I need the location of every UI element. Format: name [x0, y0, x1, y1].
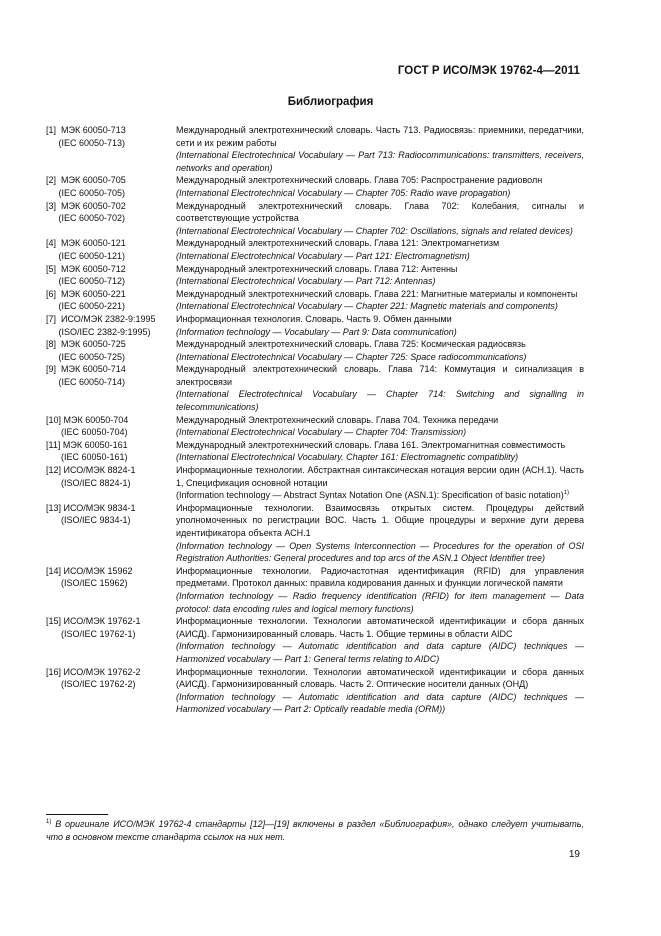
- entry-title-ru: Международный электротехнический словарь. Глава 161. Электромагнитная совместимость: [176, 439, 566, 450]
- entry-standard-ru: МЭК 60050-221: [61, 288, 126, 299]
- entry-standard-en: (IEC 60050-714): [58, 376, 126, 387]
- entry-number: [7]: [46, 313, 57, 324]
- entry-identifier: [46, 363, 176, 413]
- bibliography-entry: [46, 200, 584, 238]
- entry-title-en: [176, 326, 584, 339]
- entry-standard-en: (ISO/IEC 19762-1): [61, 628, 136, 639]
- entry-identifier: [46, 439, 176, 464]
- entry-standard-en: (IEC 60050-725): [58, 351, 126, 362]
- bibliography-list: [46, 124, 584, 716]
- bibliography-entry: [46, 313, 584, 338]
- entry-title-ru: Информационные технологии. Технологии автоматической идентификации и сбора данных (АИСД). Гармонизированный словарь. Часть 1. Общие термины в области AIDC: [176, 616, 584, 639]
- entry-identifier: [46, 288, 176, 313]
- entry-title-en-text: (Information technology — Abstract Syntax Notation One (ASN.1): Specification of basic notation): [176, 490, 564, 501]
- entry-standard-en: (ISO/IEC 15962): [61, 578, 128, 589]
- entry-title-en-text: (Information technology — Vocabulary — Part 9: Data communication): [176, 326, 457, 337]
- bibliography-entry: [46, 464, 584, 502]
- entry-title-en-text: (International Electrotechnical Vocabulary — Chapter 221: Magnetic materials and components): [176, 301, 558, 312]
- entry-title-ru: Информационные технологии. Радиочастотная идентификация (RFID) для управления предметами. Протокол данных: правила кодирования данных и функции логической памяти: [176, 565, 584, 589]
- entry-standard-en: (IEC 60050-121): [58, 250, 126, 261]
- entry-title-en: [176, 300, 584, 313]
- entry-identifier: [46, 174, 176, 199]
- entry-title-en: [176, 691, 584, 716]
- entry-number: [4]: [46, 238, 57, 249]
- bibliography-entry: [46, 666, 584, 716]
- bibliography-entry: [46, 439, 584, 464]
- bibliography-entry: [46, 124, 584, 174]
- entry-title-en: [176, 540, 584, 565]
- footnote-marker: 1): [46, 819, 52, 825]
- entry-number: [3]: [46, 200, 57, 211]
- entry-title-en: [176, 225, 584, 238]
- entry-title-en-text: (International Electrotechnical Vocabulary — Part 713: Radiocommunications: transmitters, receivers, networks and operation): [176, 150, 584, 173]
- entry-standard-ru: ИСО/МЭК 8824-1: [63, 465, 136, 476]
- entry-number: [15]: [46, 616, 62, 627]
- entry-standard-en: (IEC 60050-712): [58, 276, 126, 287]
- footnote-reference: 1): [563, 490, 570, 497]
- entry-standard-en: ISO/IEC 2382-9:1995): [61, 326, 151, 337]
- entry-title-en: [176, 640, 584, 665]
- entry-standard-ru: ИСО/МЭК 19762-2: [63, 666, 141, 677]
- entry-title-en-text: (Information technology — Automatic identification and data capture (AIDC) techniques — Harmonized vocabulary — Part 2: Optically readable media (ORM)): [176, 691, 584, 715]
- entry-title-en: [176, 426, 584, 439]
- bibliography-entry: [46, 288, 584, 313]
- entry-title-en: [176, 250, 584, 263]
- entry-title-ru: Информационная технология. Словарь. Часть 9. Обмен данными: [176, 313, 452, 324]
- entry-identifier: [46, 263, 176, 288]
- bibliography-entry: [46, 502, 584, 565]
- entry-title-en-text: (International Electrotechnical Vocabulary — Chapter 704: Transmission): [176, 427, 467, 438]
- bibliography-entry: [46, 237, 584, 262]
- entry-number: [2]: [46, 175, 57, 186]
- entry-title-en: [176, 451, 584, 464]
- bibliography-entry: [46, 338, 584, 363]
- entry-title-en-text: (International Electrotechnical Vocabulary — Chapter 714: Switching and signalling in telecommunications): [176, 389, 584, 413]
- entry-standard-en: (ISO/IEC 8824-1): [61, 477, 131, 488]
- entry-standard-ru: МЭК 60050-702: [61, 200, 126, 211]
- entry-number: [14]: [46, 565, 62, 576]
- entry-standard-en: (IEC 60050-713): [58, 137, 126, 148]
- entry-title-en: [176, 388, 584, 413]
- page-number: 19: [568, 849, 580, 860]
- entry-standard-ru: МЭК 60050-725: [61, 339, 126, 350]
- entry-title-ru: Международный электротехнический словарь. Глава 705: Распространение радиоволн: [176, 175, 543, 186]
- entry-standard-ru: МЭК 60050-704: [63, 414, 129, 425]
- entry-title-en-text: (International Electrotechnical Vocabulary — Chapter 705: Radio wave propagation): [176, 187, 511, 198]
- entry-number: [16]: [46, 666, 62, 677]
- bibliography-entry: [46, 565, 584, 615]
- entry-standard-en: (IEC 60050-161): [61, 452, 128, 463]
- entry-title-ru: Международный электротехнический словарь. Глава 702: Колебания, сигналы и соответствующие устройства: [176, 200, 584, 224]
- entry-standard-en: (IEC 60050-705): [58, 187, 126, 198]
- entry-title-en-text: (Information technology — Open Systems Interconnection — Procedures for the operation of OSI Registration Authorities: General procedures and top arcs of the ASN.1 Object Identifier tree): [176, 540, 584, 564]
- entry-identifier: [46, 666, 176, 716]
- entry-title-ru: Информационные технологии. Технологии автоматической идентификации и сбора данных (АИСД). Гармонизированный словарь. Часть 2. Оптические носители данных (ОНД): [176, 666, 584, 690]
- entry-standard-ru: ИСО/МЭК 15962: [63, 565, 133, 576]
- footnote-rule: [46, 814, 108, 815]
- entry-standard-en: (ISO/IEC 9834-1): [61, 515, 131, 526]
- entry-standard-ru: МЭК 60050-714: [61, 364, 126, 375]
- entry-title-en-text: (Information technology — Automatic identification and data capture (AIDC) techniques — Harmonized vocabulary — Part 1: General terms relating to AIDC): [176, 641, 584, 664]
- entry-standard-ru: ИСО/МЭК 2382-9:1995: [61, 313, 156, 324]
- entry-title-en-text: (International Electrotechnical Vocabulary. Chapter 161: Electromagnetic compatiblity): [176, 452, 519, 463]
- entry-identifier: [46, 237, 176, 262]
- entry-number: [10]: [46, 414, 62, 425]
- entry-identifier: [46, 565, 176, 615]
- entry-title-ru: Информационные технологии. Абстрактная синтаксическая нотация версии один (АСН.1). Часть 1, Спецификация основной нотации: [176, 465, 584, 488]
- bibliography-entry: [46, 414, 584, 439]
- entry-title-en-text: (International Electrotechnical Vocabulary — Part 121: Electromagnetism): [176, 250, 470, 261]
- entry-title-en: [176, 590, 584, 615]
- footnote-text: В оригинале ИСО/МЭК 19762-4 стандарты [12]—[19] включены в раздел «Библиография», однако следует учитывать, что в основном тексте стандарта ссылок на них нет.: [46, 819, 584, 842]
- entry-identifier: [46, 338, 176, 363]
- entry-number: [11]: [46, 439, 61, 450]
- entry-identifier: [46, 502, 176, 565]
- entry-title-en: [176, 149, 584, 174]
- footnote: [46, 818, 584, 843]
- entry-number: [1]: [46, 125, 57, 135]
- bibliography-entry: [46, 615, 584, 665]
- entry-title-ru: Международный электротехнический словарь. Глава 725: Космическая радиосвязь: [176, 339, 526, 350]
- entry-title-ru: Международный электротехнический словарь. Часть 713. Радиосвязь: приемники, передатчики, сети и их режим работы: [176, 125, 584, 148]
- entry-standard-en: (IEC 60050-221): [58, 301, 126, 312]
- entry-number: [5]: [46, 263, 57, 274]
- entry-standard-ru: ИСО/МЭК 19762-1: [63, 616, 141, 627]
- entry-standard-en: (IEC 60050-702): [58, 213, 126, 224]
- entry-title-en: [176, 275, 584, 288]
- entry-standard-en: (ISO/IEC 19762-2): [61, 679, 136, 690]
- bibliography-title: Библиография: [287, 96, 374, 108]
- entry-identifier: [46, 414, 176, 439]
- entry-title-ru: Международный Электротехнический словарь. Глава 704. Техника передачи: [176, 414, 499, 425]
- entry-standard-ru: МЭК 60050-121: [61, 238, 126, 249]
- entry-title-en: [176, 489, 584, 502]
- entry-standard-ru: МЭК 60050-161: [62, 439, 128, 450]
- entry-title-en: [176, 187, 584, 200]
- entry-identifier: [7] ИСО/МЭК 2382-9:1995 (ISO/IEC 2382-9:1995): [46, 313, 156, 337]
- entry-number: [9]: [46, 364, 57, 375]
- bibliography-entry: [46, 363, 584, 413]
- entry-title-ru: Международный электротехнический словарь. Глава 714: Коммутация и сигнализация в электросвязи: [176, 364, 584, 387]
- entry-number: [8]: [46, 339, 57, 350]
- entry-identifier: [46, 200, 176, 238]
- entry-title-ru: Информационные технологии. Взаимосвязь открытых систем. Процедуры действий уполномоченных по регистрации ВОС. Часть 1. Общие процедуры и верхние дуги дерева идентификатора объекта АСН.1: [176, 502, 584, 538]
- entry-identifier: [46, 124, 176, 174]
- entry-title-en-text: (Information technology — Radio frequency identification (RFID) for item management — Data protocol: data encoding rules and logical memory functions): [176, 590, 584, 614]
- entry-title-ru: Международный электротехнический словарь. Глава 121: Электромагнетизм: [176, 238, 500, 249]
- entry-standard-en: (IEC 60050-704): [61, 427, 128, 438]
- entry-number: [13]: [46, 502, 62, 513]
- entry-standard-ru: МЭК 60050-712: [61, 263, 126, 274]
- entry-title-en-text: (International Electrotechnical Vocabulary — Chapter 702: Oscillations, signals and related devices): [176, 225, 573, 236]
- entry-title-en-text: (International Electrotechnical Vocabulary — Chapter 725: Space radiocommunications): [176, 351, 527, 362]
- entry-identifier: [46, 464, 176, 502]
- bibliography-entry: [46, 174, 584, 199]
- entry-standard-ru: ИСО/МЭК 9834-1: [63, 502, 136, 513]
- entry-title-en-text: (International Electrotechnical Vocabulary — Part 712: Antennas): [176, 276, 436, 287]
- bibliography-entry: [46, 263, 584, 288]
- entry-title-ru: Международный электротехнический словарь. Глава 712: Антенны: [176, 263, 458, 274]
- entry-title-ru: Международный электротехнический словарь. Глава 221: Магнитные материалы и компоненты: [176, 288, 578, 299]
- entry-title-en: [176, 351, 584, 364]
- document-id-header: ГОСТ Р ИСО/МЭК 19762-4—2011: [397, 65, 580, 77]
- entry-standard-ru: МЭК 60050-713: [61, 125, 126, 135]
- entry-identifier: [46, 615, 176, 665]
- entry-number: [12]: [46, 465, 62, 476]
- entry-standard-ru: МЭК 60050-705: [61, 175, 126, 186]
- entry-number: [6]: [46, 288, 57, 299]
